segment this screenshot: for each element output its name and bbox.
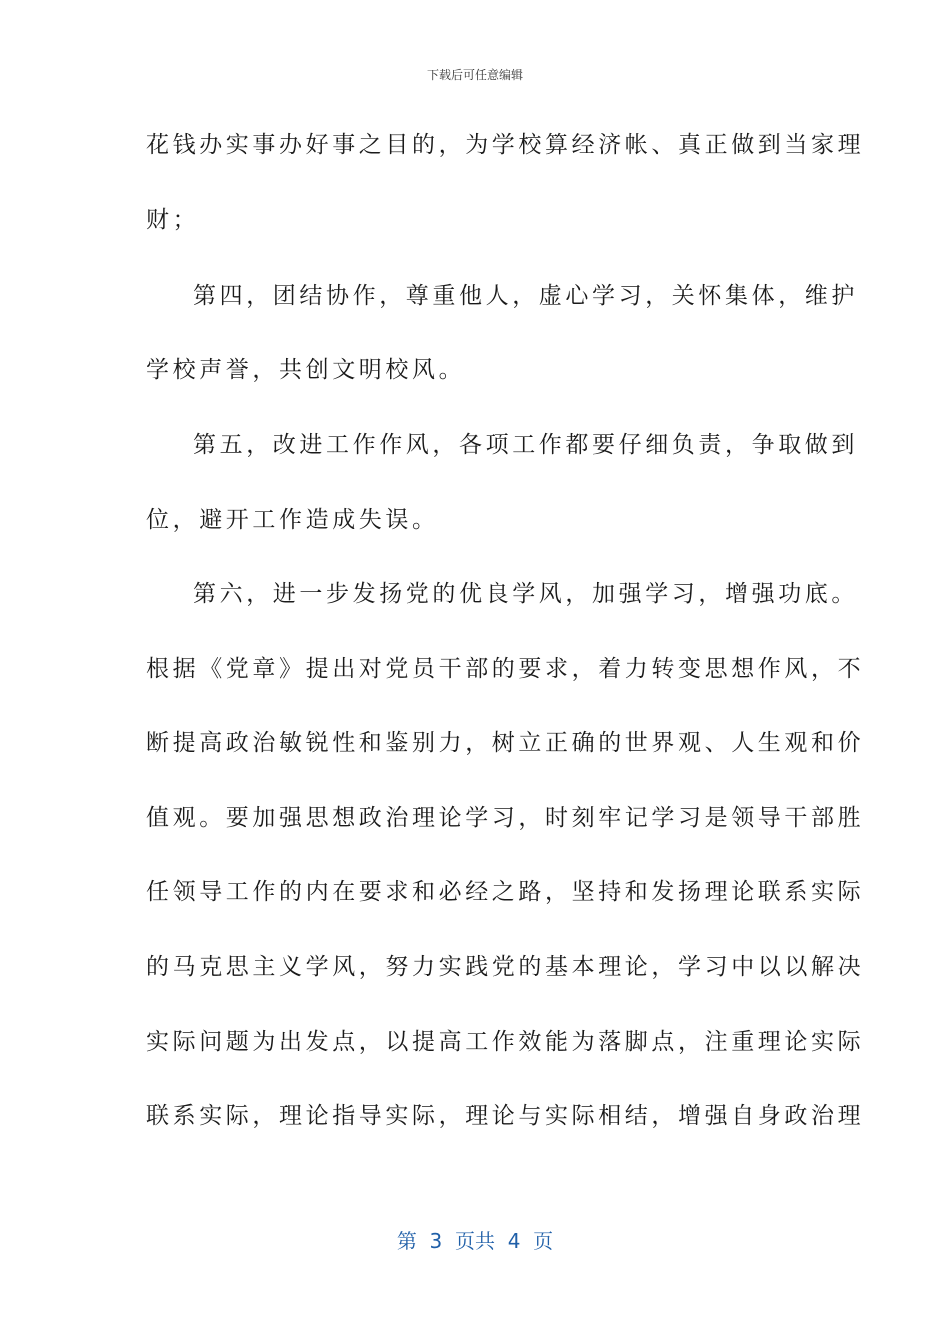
paragraph-start-line: 第六，进一步发扬党的优良学风，加强学习，增强功底。 (193, 581, 858, 607)
text-line: 花钱办实事办好事之目的，为学校算经济帐、真正做到当家理 (146, 132, 865, 158)
paragraph-start-line: 第五，改进工作作风，各项工作都要仔细负责，争取做到 (193, 432, 858, 458)
text-line: 断提高政治敏锐性和鉴别力，树立正确的世界观、人生观和价 (146, 730, 865, 756)
text-line: 根据《党章》提出对党员干部的要求，着力转变思想作风，不 (146, 656, 865, 682)
text-line: 的马克思主义学风，努力实践党的基本理论，学习中以以解决 (146, 954, 865, 980)
page-header: 下载后可任意编辑 (426, 68, 523, 82)
text-line: 联系实际，理论指导实际，理论与实际相结，增强自身政治理 (146, 1103, 865, 1129)
text-line: 实际问题为出发点，以提高工作效能为落脚点，注重理论实际 (146, 1029, 865, 1055)
text-line: 值观。要加强思想政治理论学习，时刻牢记学习是领导干部胜 (146, 805, 865, 831)
text-line: 任领导工作的内在要求和必经之路，坚持和发扬理论联系实际 (146, 879, 865, 905)
page-number-footer: 第 3 页共 4 页 (396, 1229, 554, 1253)
text-line: 位，避开工作造成失误。 (146, 507, 439, 533)
text-line: 财； (146, 207, 200, 233)
text-line: 学校声誉，共创文明校风。 (146, 357, 466, 383)
paragraph-start-line: 第四，团结协作，尊重他人，虚心学习，关怀集体，维护 (193, 283, 858, 309)
